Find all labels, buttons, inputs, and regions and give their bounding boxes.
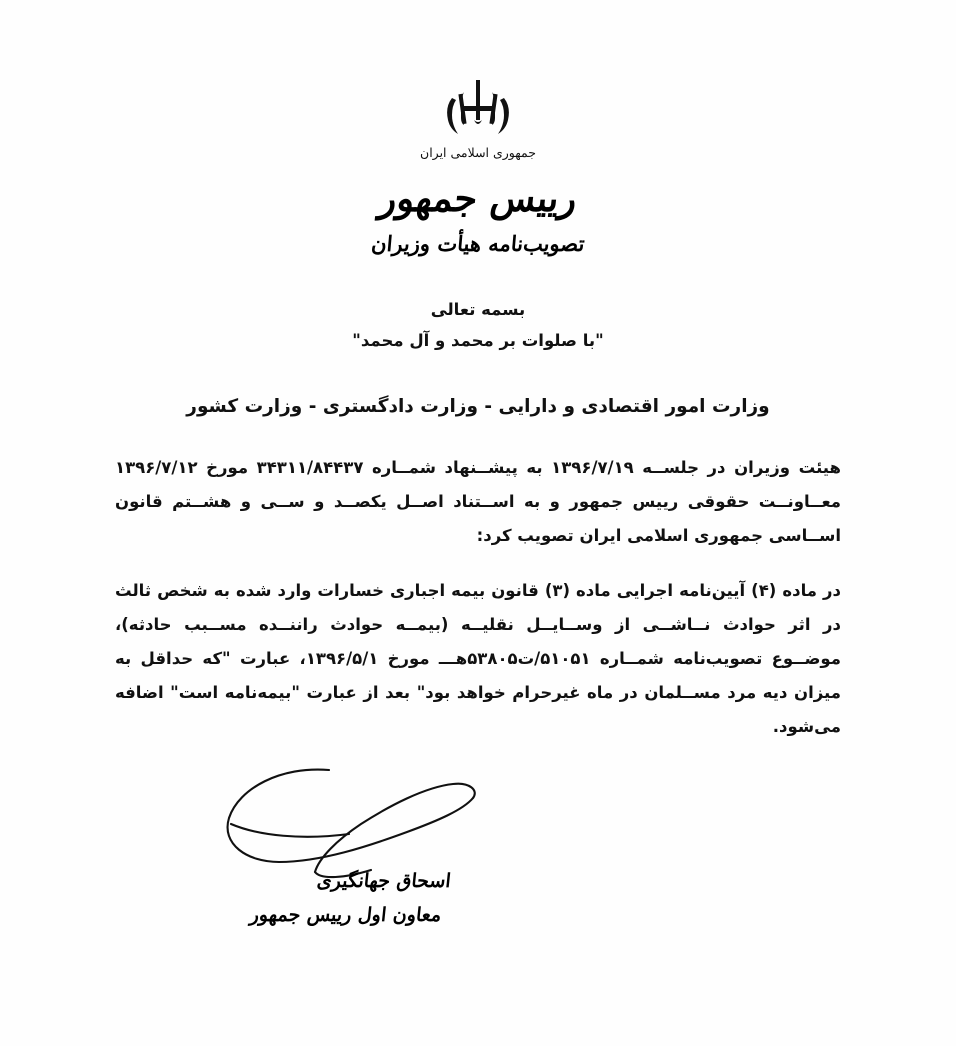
invocation-line-1: بسمه تعالی bbox=[430, 300, 526, 319]
signatory-name: اسحاق جهانگیری bbox=[316, 869, 453, 892]
invocation-line-2: "با صلوات بر محمد و آل محمد" bbox=[352, 331, 604, 350]
paragraph-2: در ماده (۴) آیین‌نامه اجرایی ماده (۳) قانون بیمه اجباری خسارات وارد شده به شخص ثالث در اثر حوادث نــاشــی از وســایــل نقلیــه (بیمــه حوادث راننــده مســبب حادثه)، موضــوع تصویب‌نامه شمــاره ۵۱۰۵۱/ت۵۳۸۰۵هـــ مورخ ۱۳۹۶/۵/۱، عبارت "که حداقل به میزان دیه مرد مســلمان در ماه غیرحرام خواهد بود" بعد از عبارت "بیمه‌نامه است" اضافه می‌شود. bbox=[115, 581, 841, 736]
letterhead-title: رییس جمهور bbox=[376, 176, 580, 220]
iran-emblem-icon bbox=[441, 78, 515, 144]
paragraph-1: هیئت وزیران در جلســه ۱۳۹۶/۷/۱۹ به پیشــنهاد شمــاره ۳۴۳۱۱/۸۴۴۳۷ مورخ ۱۳۹۶/۷/۱۲ معــاونــت حقوقی رییس جمهور و به اســتناد اصــل یکصــد و ســی و هشــتم قانون اســاسی جمهوری اسلامی ایران تصویب کرد: bbox=[115, 458, 841, 545]
signature-block bbox=[115, 762, 841, 972]
invocation-block bbox=[0, 300, 956, 350]
addressee-line: وزارت امور اقتصادی و دارایی - وزارت دادگستری - وزارت کشور bbox=[186, 396, 770, 417]
emblem-caption: جمهوری اسلامی ایران bbox=[420, 145, 536, 160]
signatory-role: معاون اول رییس جمهور bbox=[248, 903, 443, 926]
letterhead-subtitle: تصویب‌نامه هیأت وزیران bbox=[370, 231, 586, 256]
document-body bbox=[115, 451, 841, 744]
letterhead bbox=[218, 0, 738, 256]
